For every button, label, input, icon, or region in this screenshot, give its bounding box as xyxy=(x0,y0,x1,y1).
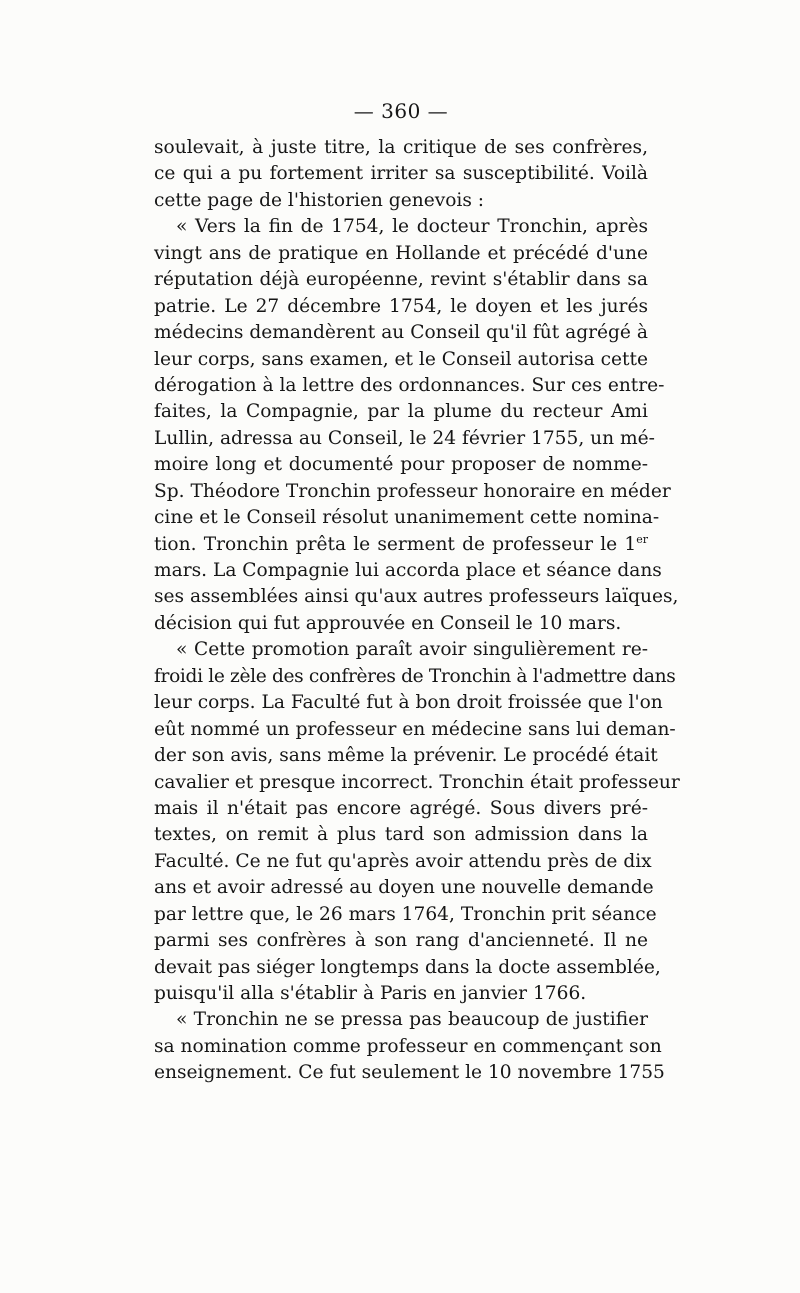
text-line xyxy=(154,611,648,637)
text-line xyxy=(154,1034,662,1060)
text-line-content: décision qui fut approuvée en Conseil le 10 mars. xyxy=(154,612,622,634)
text-line xyxy=(154,796,648,822)
text-line-content: faites, la Compagnie, par la plume du recteur Ami xyxy=(154,401,648,423)
text-line-content: cavalier et presque incorrect. Tronchin était professeur xyxy=(154,771,680,793)
text-line-content: par lettre que, le 26 mars 1764, Tronchin prit séance xyxy=(154,903,657,925)
text-line-content: cette page de l'historien genevois : xyxy=(154,189,485,211)
text-line-content: enseignement. Ce fut seulement le 10 novembre 1755 xyxy=(154,1062,665,1084)
text-line-content: dérogation à la lettre des ordonnances. Sur ces entre- xyxy=(154,374,665,396)
text-line-content: « Vers la fin de 1754, le docteur Tronchin, après xyxy=(176,216,648,238)
text-line xyxy=(154,981,648,1007)
text-line-content: leur corps, sans examen, et le Conseil autorisa cette xyxy=(154,348,649,370)
page-number: — 360 — xyxy=(353,99,449,123)
text-line xyxy=(154,743,658,769)
text-line-content: tion. Tronchin prêta le serment de professeur le 1 xyxy=(154,533,637,555)
text-line xyxy=(154,347,648,373)
text-line-content: mais il n'était pas encore agrégé. Sous divers pré- xyxy=(154,797,648,819)
text-line xyxy=(154,955,661,981)
text-line-content: cine et le Conseil résolut unanimement cette nomina- xyxy=(154,507,660,529)
text-line-content: soulevait, à juste titre, la critique de ses confrères, xyxy=(154,137,648,158)
text-block xyxy=(154,94,680,1087)
text-line xyxy=(154,558,662,584)
text-line-content: eût nommé un professeur en médecine sans lui deman- xyxy=(154,718,676,740)
text-line xyxy=(154,426,655,452)
text-line-content: der son avis, sans même la prévenir. Le procédé était xyxy=(154,745,658,767)
text-line-content: textes, on remit à plus tard son admission dans la xyxy=(154,824,648,846)
text-line xyxy=(154,135,648,161)
text-line-content: Sp. Théodore Tronchin professeur honoraire en méder xyxy=(154,480,671,502)
text-line xyxy=(154,399,648,425)
text-line-content: médecins demandèrent au Conseil qu'il fût agrégé à xyxy=(154,322,648,344)
text-line xyxy=(154,532,648,558)
text-line xyxy=(154,770,680,796)
text-line-content: froidi le zèle des confrères de Tronchin à l'admettre dans xyxy=(154,665,676,687)
text-line-content: sa nomination comme professeur en commençant son xyxy=(154,1035,662,1057)
text-line xyxy=(154,717,676,743)
superscript: er xyxy=(636,532,648,546)
text-line xyxy=(154,214,648,240)
text-line-content: patrie. Le 27 décembre 1754, le doyen et les jurés xyxy=(154,295,648,317)
text-line-content: ses assemblées ainsi qu'aux autres professeurs laïques, xyxy=(154,586,679,608)
text-line xyxy=(154,584,679,610)
text-line-content: réputation déjà européenne, revint s'établir dans sa xyxy=(154,269,648,291)
text-line-content: Faculté. Ce ne fut qu'après avoir attendu près de dix xyxy=(154,850,652,872)
text-line xyxy=(154,479,671,505)
text-line-content: « Tronchin ne se pressa pas beaucoup de justifier xyxy=(176,1009,648,1031)
text-line-content: puisqu'il alla s'établir à Paris en janvier 1766. xyxy=(154,983,587,1004)
text-line xyxy=(154,928,648,954)
text-line xyxy=(154,690,663,716)
text-line xyxy=(154,637,648,663)
text-line xyxy=(154,822,648,848)
text-line xyxy=(154,241,648,267)
text-line-content: ans et avoir adressé au doyen une nouvelle demande xyxy=(154,877,654,899)
text-line xyxy=(154,452,648,478)
text-line-content: devait pas siéger longtemps dans la docte assemblée, xyxy=(154,956,661,978)
text-line xyxy=(154,505,660,531)
text-line-content: Lullin, adressa au Conseil, le 24 février 1755, un mé- xyxy=(154,427,655,449)
text-line xyxy=(154,373,665,399)
text-line-content: mars. La Compagnie lui accorda place et séance dans xyxy=(154,560,662,581)
text-line xyxy=(154,267,648,293)
text-line xyxy=(154,294,648,320)
text-line xyxy=(154,902,657,928)
text-line xyxy=(154,188,648,214)
text-line-content: moire long et documenté pour proposer de nomme- xyxy=(154,454,648,476)
text-line xyxy=(154,320,648,346)
text-line-content: « Cette promotion paraît avoir singulièrement re- xyxy=(176,639,648,661)
text-line xyxy=(154,1007,648,1033)
text-line-content: parmi ses confrères à son rang d'ancienneté. Il ne xyxy=(154,930,648,952)
text-line xyxy=(154,875,654,901)
text-line-content: leur corps. La Faculté fut à bon droit froissée que l'on xyxy=(154,692,663,714)
text-line xyxy=(154,161,648,187)
text-line xyxy=(154,1060,665,1086)
text-line-content: vingt ans de pratique en Hollande et précédé d'une xyxy=(154,242,648,264)
text-line xyxy=(154,664,676,690)
text-line-content: ce qui a pu fortement irriter sa susceptibilité. Voilà xyxy=(154,163,648,185)
text-line xyxy=(154,849,652,875)
paragraph-lines xyxy=(154,135,680,1087)
